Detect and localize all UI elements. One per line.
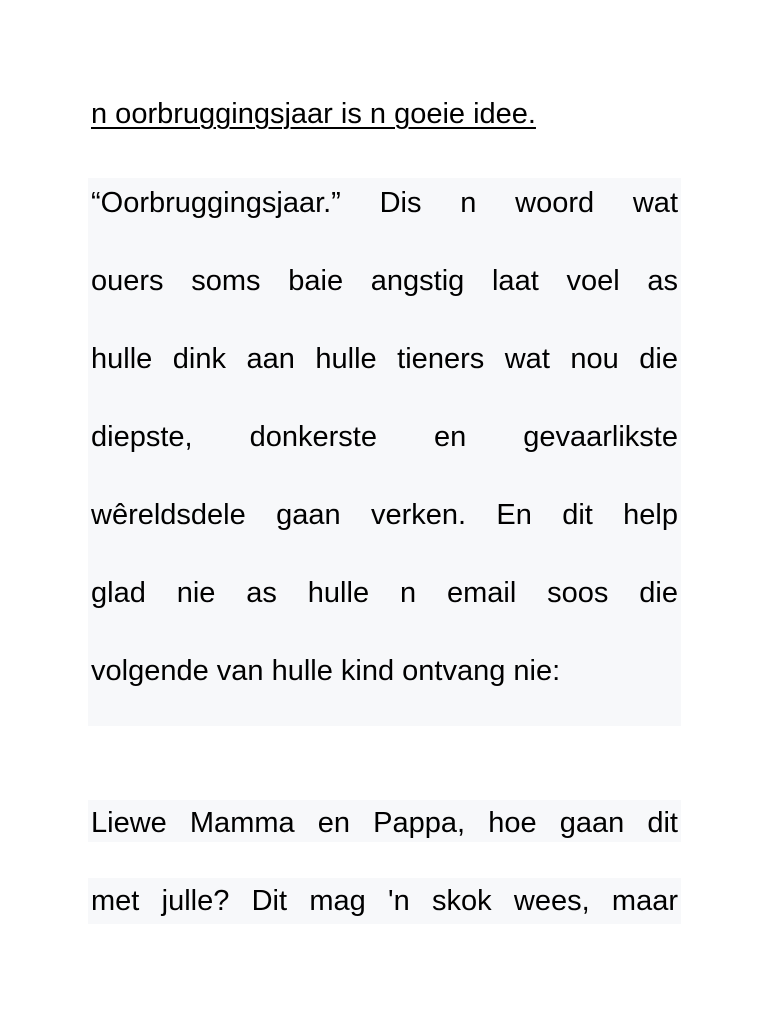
letter-paragraph [91,784,678,940]
paragraph-line: met julle? Dit mag 'n skok wees, maar [91,885,678,917]
document-heading: n oorbruggingsjaar is n goeie idee. [91,98,536,130]
paragraph-line: volgende van hulle kind ontvang nie: [91,655,561,687]
paragraph-line: hulle dink aan hulle tieners wat nou die [91,343,678,375]
paragraph-line: wêreldsdele gaan verken. En dit help [91,499,678,531]
paragraph-line: ouers soms baie angstig laat voel as [91,265,678,297]
paragraph-line: glad nie as hulle n email soos die [91,577,678,609]
paragraph-line: “Oorbruggingsjaar.” Dis n woord wat [91,187,678,219]
paragraph-line: Liewe Mamma en Pappa, hoe gaan dit [91,807,678,839]
intro-paragraph [91,164,678,710]
paragraph-line: diepste, donkerste en gevaarlikste [91,421,678,453]
